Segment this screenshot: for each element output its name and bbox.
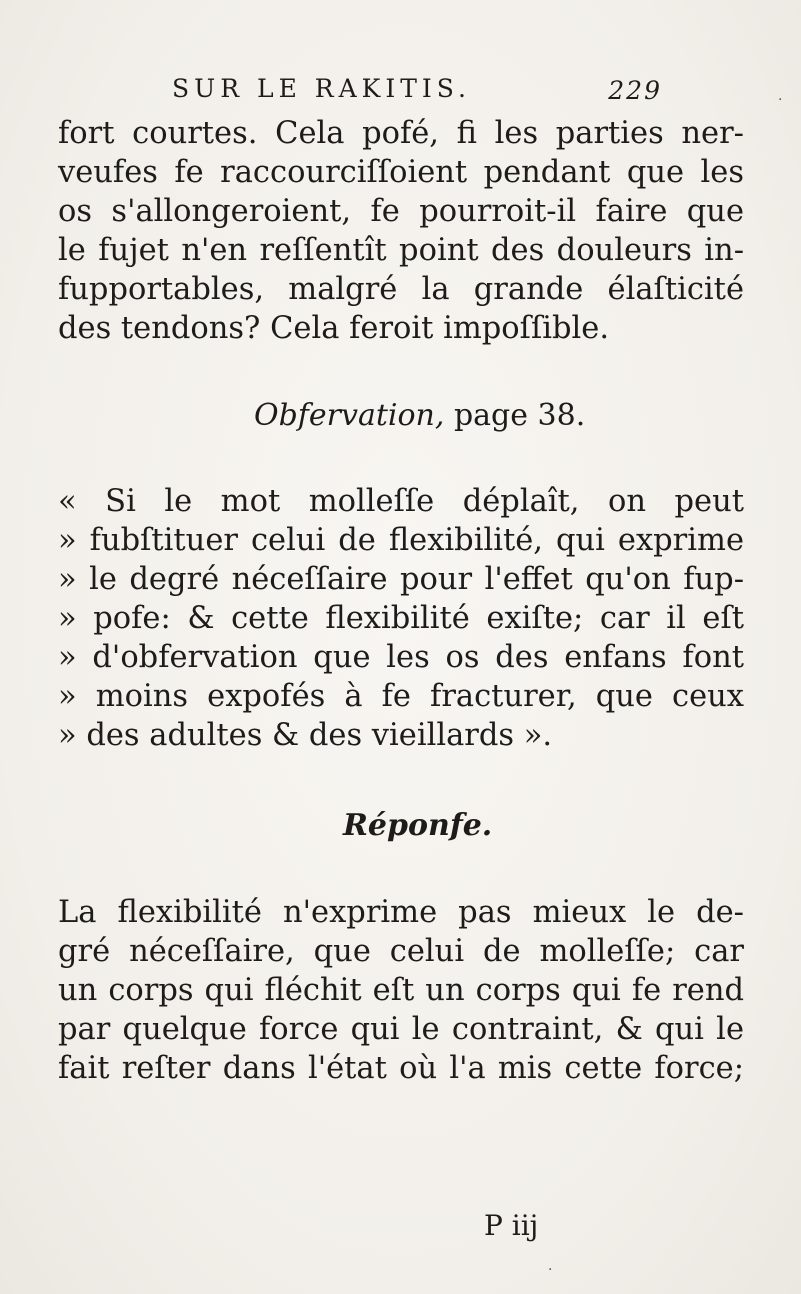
text-line: La flexibilité n'exprime pas mieux le de- bbox=[58, 895, 744, 930]
text-line: » pofe: & cette flexibilité exiſte; car il eſt bbox=[58, 601, 744, 636]
response-heading: Réponfe. bbox=[343, 808, 493, 843]
page-header bbox=[172, 74, 662, 110]
text-line: » moins expofés à fe fracturer, que ceux bbox=[58, 679, 744, 714]
text-line: » des adultes & des vieillards ». bbox=[58, 718, 553, 753]
text-line: gré néceſſaire, que celui de molleſſe; car bbox=[58, 934, 744, 969]
text-line: un corps qui fléchit eſt un corps qui fe rend bbox=[58, 973, 744, 1008]
signature-mark: P iij bbox=[484, 1209, 539, 1242]
text-line: fort courtes. Cela pofé, fi les parties ner- bbox=[58, 116, 744, 151]
text-line: » le degré néceſſaire pour l'effet qu'on fup- bbox=[58, 562, 744, 597]
running-head: SUR LE RAKITIS. bbox=[172, 74, 471, 103]
page-number: 229 bbox=[608, 76, 662, 105]
text-line: » fubſtituer celui de flexibilité, qui exprime bbox=[58, 523, 744, 558]
text-line: « Si le mot molleſſe déplaît, on peut bbox=[58, 484, 744, 519]
observation-heading-page: page 38. bbox=[444, 398, 586, 433]
text-line: le fujet n'en reſſentît point des douleurs in- bbox=[58, 233, 744, 268]
text-line: des tendons? Cela feroit impoſſible. bbox=[58, 311, 610, 346]
text-line: fupportables, malgré la grande élaſticité bbox=[58, 272, 744, 307]
text-line: os s'allongeroient, fe pourroit-il faire que bbox=[58, 194, 744, 229]
observation-heading-italic: Obfervation, bbox=[254, 398, 445, 433]
text-line: par quelque force qui le contraint, & qui le bbox=[58, 1012, 744, 1047]
text-line: » d'obfervation que les os des enfans font bbox=[58, 640, 744, 675]
text-line: fait reſter dans l'état où l'a mis cette force; bbox=[58, 1051, 744, 1086]
text-line: veufes fe raccourciſſoient pendant que les bbox=[58, 155, 744, 190]
observation-heading bbox=[254, 398, 585, 434]
ink-speck: · bbox=[548, 1262, 553, 1278]
ink-speck: · bbox=[778, 92, 783, 108]
